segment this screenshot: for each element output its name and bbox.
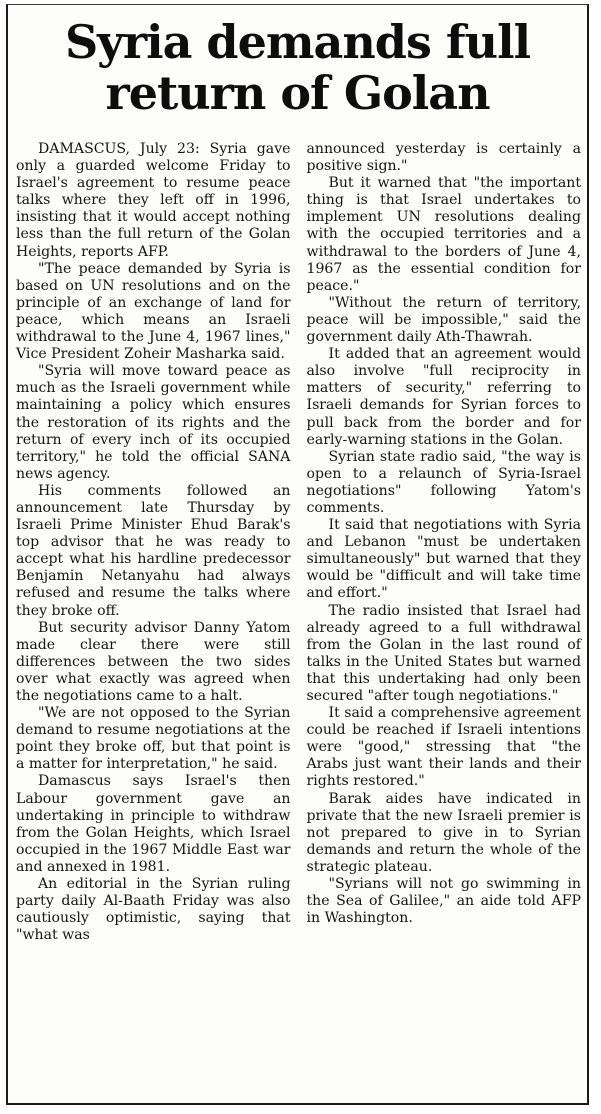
paragraph: But it warned that "the important thing is that Israel undertakes to implement UN resolutions dealing with the occupied territories and a withdrawal to the borders of June 4, 1967 as the essential condition for peace." xyxy=(306,175,581,294)
paragraph: But security advisor Danny Yatom made clear there were still differences between the two sides over what exactly was agreed when the negotiations came to a halt. xyxy=(16,619,291,704)
headline-line-1: Syria demands full xyxy=(64,15,531,69)
column-right xyxy=(307,141,582,1097)
paragraph: "Syria will move toward peace as much as the Israeli government while maintaining a policy which ensures the restoration of its rights and the return of every inch of its occupied territory," he told the official SANA news agency. xyxy=(16,363,291,482)
paragraph: DAMASCUS, July 23: Syria gave only a guarded welcome Friday to Israel's agreement to resume peace talks where they left off in 1996, insisting that it would accept nothing less than the full return of the Golan Heights, reports AFP. xyxy=(16,141,291,260)
column-left xyxy=(16,141,291,1097)
paragraph: "We are not opposed to the Syrian demand to resume negotiations at the point they broke off, but that point is a matter for interpretation," he said. xyxy=(16,705,291,773)
paragraph: Barak aides have indicated in private that the new Israeli premier is not prepared to give in to Syrian demands and return the whole of the strategic plateau. xyxy=(306,790,581,875)
paragraph: It added that an agreement would also involve "full reciprocity in matters of security," referring to Israeli demands for Syrian forces to pull back from the border and for early-warning stations in the Golan. xyxy=(306,346,581,448)
article-headline xyxy=(8,5,587,119)
article-body xyxy=(16,141,581,1097)
paragraph: "Without the return of territory, peace will be impossible," said the government daily Ath-Thawrah. xyxy=(306,294,581,346)
paragraph: announced yesterday is certainly a positive sign." xyxy=(306,141,581,175)
newspaper-clipping xyxy=(6,4,589,1105)
paragraph: It said a comprehensive agreement could be reached if Israeli intentions were "good," stressing that "the Arabs just want their lands and their rights restored." xyxy=(306,705,581,790)
paragraph: Damascus says Israel's then Labour government gave an undertaking in principle to withdraw from the Golan Heights, which Israel occupied in the 1967 Middle East war and annexed in 1981. xyxy=(16,773,291,875)
paragraph: His comments followed an announcement late Thursday by Israeli Prime Minister Ehud Barak's top advisor that he was ready to accept what his hardline predecessor Benjamin Netanyahu had always refused and resume the talks where they broke off. xyxy=(16,482,291,619)
paragraph: "Syrians will not go swimming in the Sea of Galilee," an aide told AFP in Washington. xyxy=(306,876,581,927)
paragraph: "The peace demanded by Syria is based on UN resolutions and on the principle of an exchange of land for peace, which means an Israeli withdrawal to the June 4, 1967 lines," Vice President Zoheir Masharka said. xyxy=(16,260,291,363)
headline-line-2: return of Golan xyxy=(105,66,490,120)
paragraph: Syrian state radio said, "the way is open to a relaunch of Syria-Israel negotiations" following Yatom's comments. xyxy=(306,448,581,516)
paragraph: An editorial in the Syrian ruling party daily Al-Baath Friday was also cautiously optimistic, saying that "what was xyxy=(16,876,291,944)
paragraph: It said that negotiations with Syria and Lebanon "must be undertaken simultaneously" but warned that they would be "difficult and will take time and effort." xyxy=(306,517,581,602)
paragraph: The radio insisted that Israel had already agreed to a full withdrawal from the Golan in the last round of talks in the United States but warned that this undertaking had only been secured "after tough negotiations." xyxy=(306,602,581,704)
